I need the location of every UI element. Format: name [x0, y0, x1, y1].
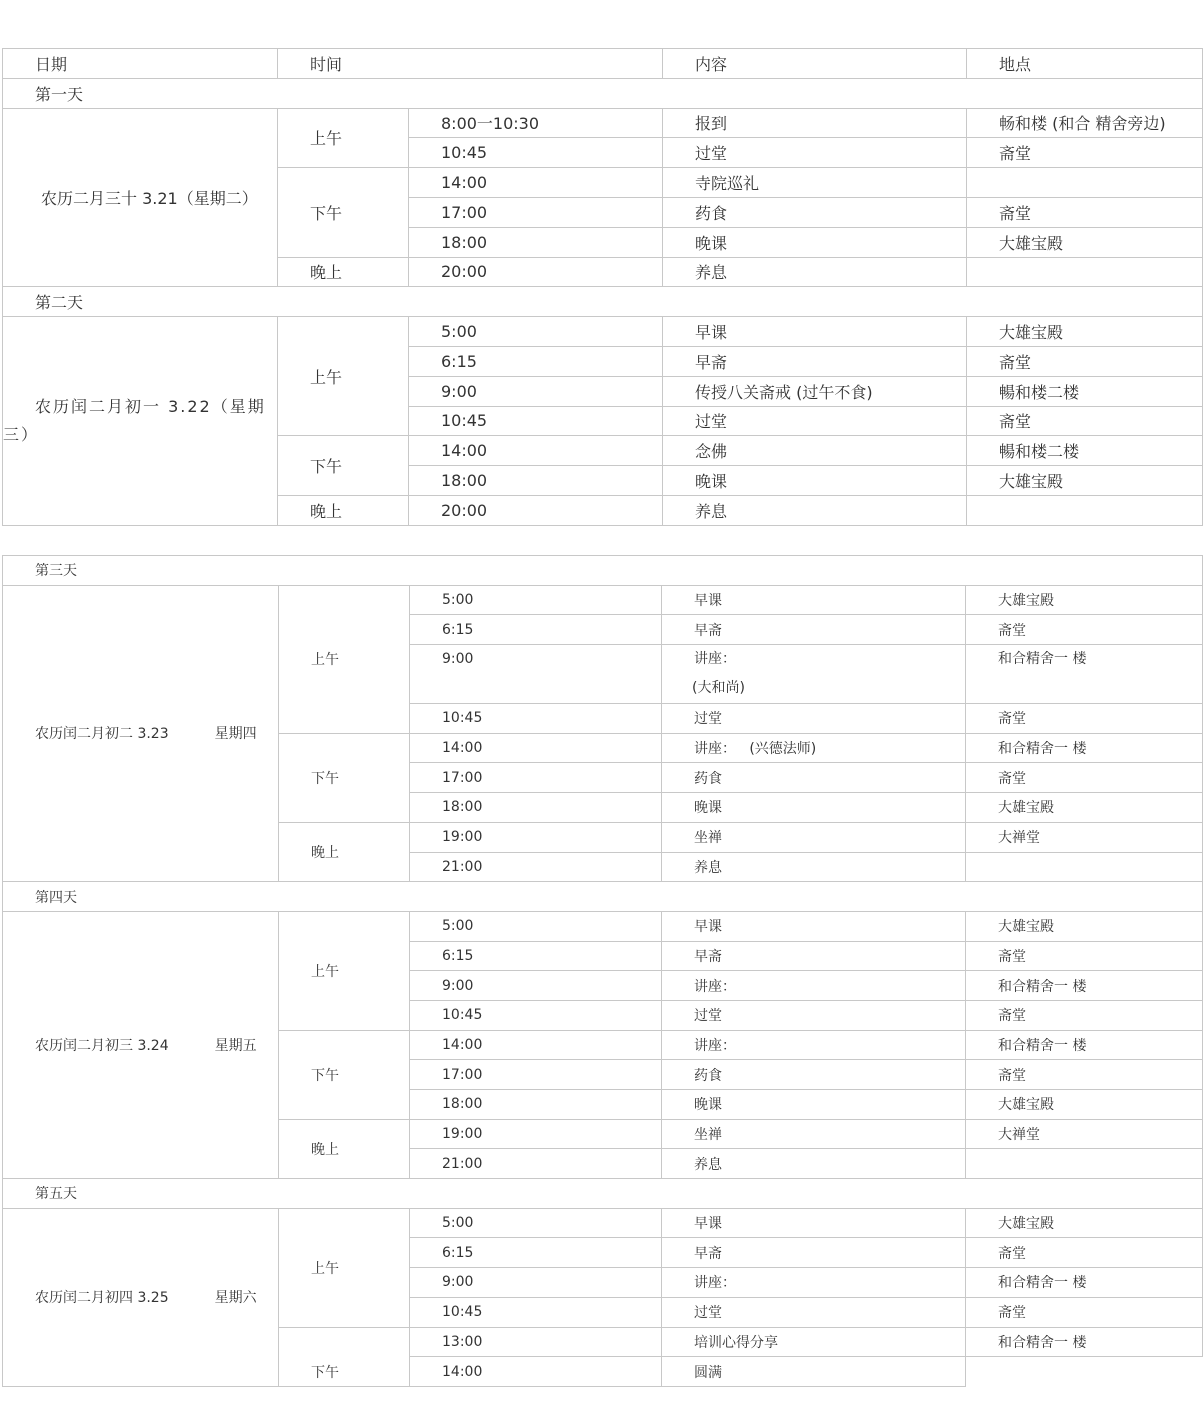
place-cell: 斋堂	[966, 615, 1203, 645]
content-cell: 早斋	[662, 615, 966, 645]
time-cell: 9:00	[410, 645, 662, 704]
date-text: 农历闰二月初二 3.23	[35, 726, 169, 743]
content-cell: 过堂	[662, 704, 966, 734]
time-cell: 10:45	[410, 704, 662, 734]
time-cell: 6:15	[409, 346, 663, 376]
weekday-text: 星期五	[214, 1037, 257, 1054]
time-cell: 5:00	[410, 585, 662, 615]
period-cell: 下午	[279, 1327, 410, 1386]
table-row	[3, 317, 1203, 347]
content-cell: 晚课	[663, 466, 967, 496]
place-cell: 大雄宝殿	[967, 466, 1203, 496]
time-cell: 18:00	[410, 793, 662, 823]
header-content: 内容	[663, 49, 967, 79]
content-cell: 养息	[662, 852, 966, 882]
content-cell: 早课	[662, 585, 966, 615]
time-cell: 14:00	[410, 1030, 662, 1060]
day-label-row	[3, 78, 1203, 108]
schedule-table-2	[2, 555, 1203, 1387]
table-row	[3, 108, 1203, 138]
content-cell: 早课	[662, 1208, 966, 1238]
place-cell: 暢和楼二楼	[967, 376, 1203, 406]
content-cell: 早课	[662, 911, 966, 941]
place-cell: 大雄宝殿	[966, 793, 1203, 823]
time-cell: 19:00	[410, 822, 662, 852]
place-cell: 大雄宝殿	[967, 227, 1203, 257]
time-cell: 14:00	[410, 1357, 662, 1387]
place-cell: 暢和楼二楼	[967, 436, 1203, 466]
content-cell: 讲座：	[662, 1030, 966, 1060]
header-row	[3, 49, 1203, 79]
day-label: 第一天	[3, 78, 1203, 108]
period-cell: 晚上	[278, 495, 409, 525]
place-cell: 大雄宝殿	[966, 585, 1203, 615]
place-cell: 和合精舍一 楼	[966, 1268, 1203, 1298]
period-cell: 下午	[279, 733, 410, 822]
content-cell: 早斋	[662, 1238, 966, 1268]
place-cell: 和合精舍一 楼	[966, 971, 1203, 1001]
place-cell: 斋堂	[966, 704, 1203, 734]
weekday-text: 星期六	[214, 1290, 257, 1307]
time-cell: 5:00	[409, 317, 663, 347]
content-cell	[662, 645, 966, 704]
time-cell: 9:00	[410, 1268, 662, 1298]
table-row	[3, 1208, 1203, 1238]
place-cell: 斋堂	[967, 406, 1203, 436]
table-row	[3, 585, 1203, 615]
time-cell: 14:00	[410, 733, 662, 763]
content-cell: 坐禅	[662, 1119, 966, 1149]
time-cell: 9:00	[409, 376, 663, 406]
time-cell: 18:00	[409, 466, 663, 496]
content-cell: 养息	[662, 1149, 966, 1179]
day-date: 农历二月三十 3.21（星期二）	[3, 108, 278, 287]
place-cell: 和合精舍一 楼	[966, 733, 1203, 763]
header-place: 地点	[967, 49, 1203, 79]
time-cell: 17:00	[410, 763, 662, 793]
place-cell	[966, 852, 1203, 882]
time-cell: 14:00	[409, 168, 663, 198]
place-cell	[967, 168, 1203, 198]
content-cell: 过堂	[663, 138, 967, 168]
place-cell: 大雄宝殿	[967, 317, 1203, 347]
day-date	[3, 1208, 279, 1386]
day-label-row	[3, 556, 1203, 586]
time-cell: 18:00	[410, 1090, 662, 1120]
place-cell: 大雄宝殿	[966, 911, 1203, 941]
period-cell: 下午	[279, 1030, 410, 1119]
time-cell: 10:45	[409, 138, 663, 168]
day-label-row	[3, 882, 1203, 912]
time-cell: 6:15	[410, 615, 662, 645]
time-cell: 8:00一10:30	[409, 108, 663, 138]
place-cell	[966, 1149, 1203, 1179]
content-cell: 养息	[663, 257, 967, 287]
time-cell: 10:45	[409, 406, 663, 436]
day-label: 第三天	[3, 556, 1203, 586]
content-line: 讲座：	[694, 651, 736, 668]
content-cell: 过堂	[663, 406, 967, 436]
place-cell: 和合精舍一 楼	[966, 1327, 1203, 1357]
header-date: 日期	[3, 49, 278, 79]
time-cell: 13:00	[410, 1327, 662, 1357]
place-cell: 斋堂	[967, 346, 1203, 376]
place-cell: 大禅堂	[966, 822, 1203, 852]
period-cell: 晚上	[279, 822, 410, 881]
place-cell: 斋堂	[966, 1297, 1203, 1327]
place-cell: 斋堂	[966, 941, 1203, 971]
time-cell: 20:00	[409, 495, 663, 525]
time-cell: 20:00	[409, 257, 663, 287]
time-cell: 6:15	[410, 941, 662, 971]
content-cell: 坐禅	[662, 822, 966, 852]
weekday-text: 星期四	[214, 726, 257, 743]
place-cell: 斋堂	[966, 1060, 1203, 1090]
content-cell: 讲座：	[662, 971, 966, 1001]
time-cell: 10:45	[410, 1297, 662, 1327]
day-label-row	[3, 287, 1203, 317]
period-cell: 上午	[278, 317, 409, 436]
content-cell: 过堂	[662, 1000, 966, 1030]
place-cell	[967, 495, 1203, 525]
content-cell: 早课	[663, 317, 967, 347]
place-cell: 和合精舍一 楼	[966, 645, 1203, 704]
content-cell: 早斋	[662, 941, 966, 971]
time-cell: 9:00	[410, 971, 662, 1001]
place-cell: 大雄宝殿	[966, 1208, 1203, 1238]
place-cell	[967, 257, 1203, 287]
day-label: 第五天	[3, 1179, 1203, 1209]
time-cell: 18:00	[409, 227, 663, 257]
place-cell: 斋堂	[966, 763, 1203, 793]
day-date	[3, 911, 279, 1178]
content-subline: (大和尚)	[692, 680, 745, 697]
content-cell: 过堂	[662, 1297, 966, 1327]
time-cell: 6:15	[410, 1238, 662, 1268]
period-cell: 晚上	[278, 257, 409, 287]
content-cell: 讲座：	[662, 1268, 966, 1298]
place-cell: 大禅堂	[966, 1119, 1203, 1149]
content-cell: 药食	[663, 197, 967, 227]
content-cell: 养息	[663, 495, 967, 525]
content-cell: 寺院巡礼	[663, 168, 967, 198]
content-cell: 药食	[662, 763, 966, 793]
period-cell: 下午	[278, 436, 409, 496]
content-cell: 晚课	[663, 227, 967, 257]
place-cell: 畅和楼 (和合 精舍旁边)	[967, 108, 1203, 138]
period-cell: 上午	[279, 585, 410, 733]
content-cell: 讲座： (兴德法师)	[662, 733, 966, 763]
time-cell: 5:00	[410, 1208, 662, 1238]
content-cell: 药食	[662, 1060, 966, 1090]
place-cell: 斋堂	[966, 1238, 1203, 1268]
date-text: 农历闰二月初四 3.25	[35, 1290, 169, 1307]
content-cell: 传授八关斋戒 (过午不食)	[663, 376, 967, 406]
place-cell	[966, 1357, 1203, 1387]
day-label-row	[3, 1179, 1203, 1209]
place-cell: 斋堂	[966, 1000, 1203, 1030]
time-cell: 14:00	[409, 436, 663, 466]
period-cell: 上午	[279, 911, 410, 1030]
content-cell: 报到	[663, 108, 967, 138]
period-cell: 上午	[279, 1208, 410, 1327]
content-cell: 培训心得分享	[662, 1327, 966, 1357]
time-cell: 21:00	[410, 1149, 662, 1179]
period-cell: 晚上	[279, 1119, 410, 1178]
time-cell: 10:45	[410, 1000, 662, 1030]
content-cell: 念佛	[663, 436, 967, 466]
content-cell: 圆满	[662, 1357, 966, 1387]
time-cell: 17:00	[409, 197, 663, 227]
time-cell: 17:00	[410, 1060, 662, 1090]
date-text: 农历闰二月初三 3.24	[35, 1037, 169, 1054]
content-cell: 早斋	[663, 346, 967, 376]
content-cell: 晚课	[662, 1090, 966, 1120]
day-date	[3, 585, 279, 882]
schedule-table-1	[2, 48, 1203, 526]
period-cell: 下午	[278, 168, 409, 257]
day-label: 第四天	[3, 882, 1203, 912]
place-cell: 斋堂	[967, 138, 1203, 168]
period-cell: 上午	[278, 108, 409, 168]
day-label: 第二天	[3, 287, 1203, 317]
table-row	[3, 911, 1203, 941]
place-cell: 和合精舍一 楼	[966, 1030, 1203, 1060]
day-date: 农历闰二月初一 3.22（星期三）	[3, 317, 278, 526]
place-cell: 大雄宝殿	[966, 1090, 1203, 1120]
header-time: 时间	[278, 49, 663, 79]
time-cell: 19:00	[410, 1119, 662, 1149]
content-cell: 晚课	[662, 793, 966, 823]
time-cell: 21:00	[410, 852, 662, 882]
place-cell: 斋堂	[967, 197, 1203, 227]
time-cell: 5:00	[410, 911, 662, 941]
